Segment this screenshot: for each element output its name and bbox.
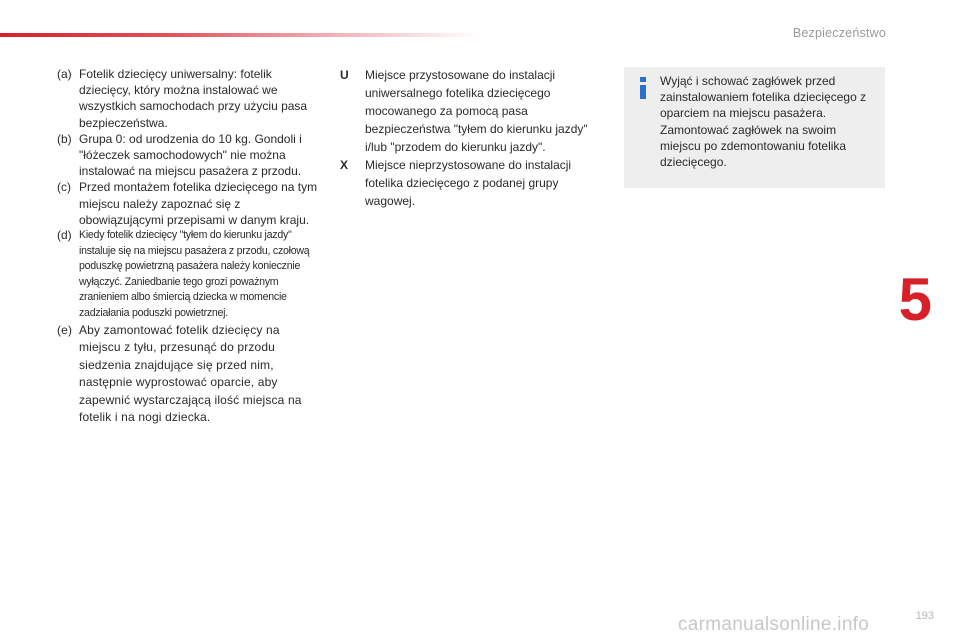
footnote-text: Przed montażem fotelika dziecięcego na tym miejscu należy zapoznać się z obowiązującymi przepisami w danym kraju. <box>79 180 318 227</box>
info-text: Wyjąć i schować zagłówek przed zainstalowaniem fotelika dziecięcego z oparciem na miejscu pasażera. Zamontować zagłówek na swoim miejscu po zdemontowaniu fotelika dziecięcego. <box>660 74 867 170</box>
section-title: Bezpieczeństwo <box>792 26 886 40</box>
info-icon <box>638 77 648 99</box>
footnote-text: Aby zamontować fotelik dziecięcy na miejscu z tyłu, przesunąć do przodu siedzenia znajdujące się przed nim, następnie wyprostować oparcie, aby zapewnić wystarczającą ilość miejsca na fotelik i na nogi dziecka. <box>79 322 302 425</box>
footnote-key: (d) <box>57 228 72 243</box>
footnote-b <box>57 131 322 180</box>
footnote-text: Fotelik dziecięcy uniwersalny: fotelik dziecięcy, który można instalować we wszystkich samochodach przy użyciu pasa bezpieczeństwa. <box>79 67 308 130</box>
footnote-key: (e) <box>57 322 73 337</box>
legend-key: X <box>340 158 349 172</box>
header-accent-bar <box>0 33 480 37</box>
legend-x <box>340 156 605 210</box>
legend-column <box>340 66 605 210</box>
footnote-key: (a) <box>57 67 72 81</box>
legend-key: U <box>340 68 349 82</box>
footnote-text: Grupa 0: od urodzenia do 10 kg. Gondoli i "łóżeczek samochodowych" nie można instalować na miejscu pasażera z przodu. <box>79 131 302 179</box>
footnote-key: (c) <box>57 180 71 195</box>
watermark: carmanualsonline.info <box>678 614 870 635</box>
legend-text: Miejsce nieprzystosowane do instalacji fotelika dziecięcego z podanej grupy wagowej. <box>365 158 572 208</box>
footnote-e <box>57 322 322 427</box>
legend-u <box>340 66 605 156</box>
footnotes-column <box>57 66 322 427</box>
footnote-d <box>57 228 322 322</box>
footnote-key: (b) <box>57 131 72 146</box>
legend-text: Miejsce przystosowane do instalacji uniwersalnego fotelika dziecięcego mocowanego za pomocą pasa bezpieczeństwa "tyłem do kierunku jazdy" i/lub "przodem do kierunku jazdy". <box>365 68 588 154</box>
page-number: 193 <box>915 610 934 622</box>
footnote-c <box>57 179 322 228</box>
footnote-text: Kiedy fotelik dziecięcy "tyłem do kierunku jazdy" instaluje się na miejscu pasażera z przodu, czołową poduszkę powietrzną pasażera należy koniecznie wyłączyć. Zaniedbanie tego grozi poważnym zranieniem albo śmiercią dziecka w momencie zadziałania poduszki powietrznej. <box>79 229 310 319</box>
chapter-number: 5 <box>898 266 932 333</box>
info-box <box>624 67 885 188</box>
footnote-a <box>57 66 322 131</box>
